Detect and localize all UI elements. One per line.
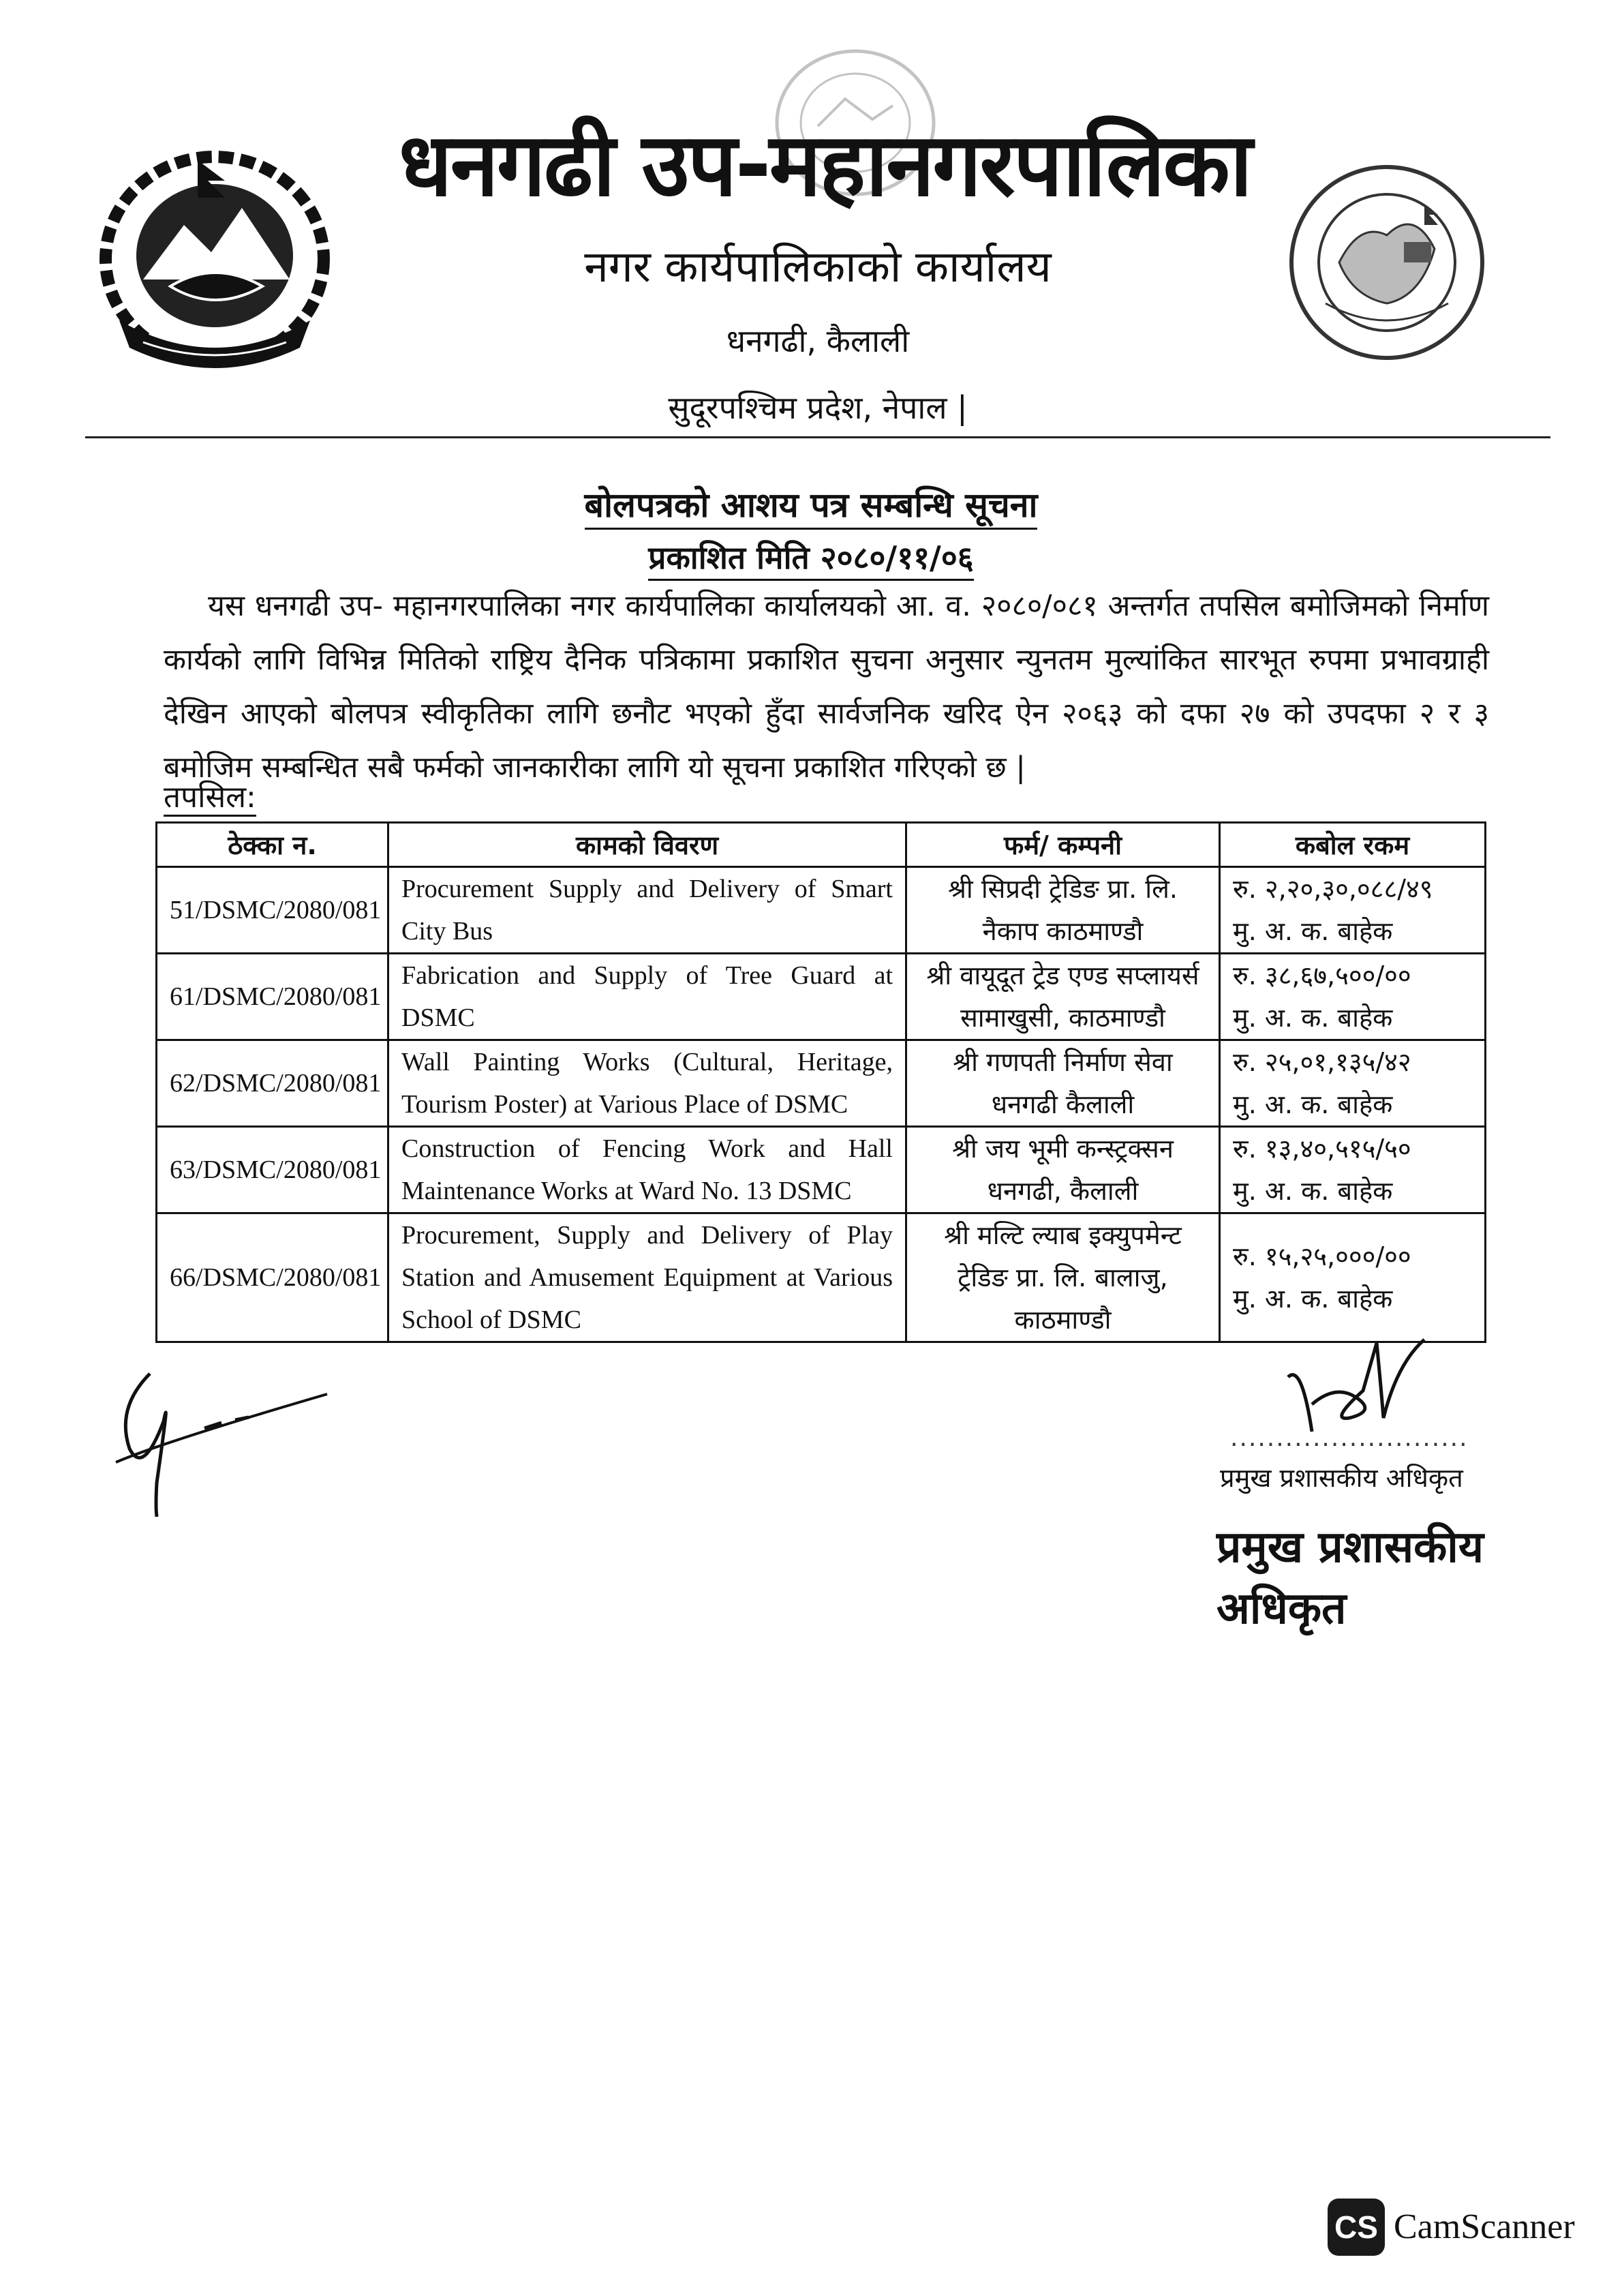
table-header-row	[157, 823, 1486, 867]
bid-amount-cell	[1220, 1127, 1486, 1213]
contract-number: 66/DSMC/2080/081	[157, 1213, 388, 1342]
office-name: नगर कार्यपालिकाको कार्यालय	[584, 242, 1052, 292]
firm-name: श्री सिप्रदी ट्रेडिङ प्रा. लि. नैकाप काठमाण्डौ	[906, 867, 1220, 954]
work-description: Wall Painting Works (Cultural, Heritage, Tourism Poster) at Various Place of DSMC	[388, 1040, 906, 1127]
bid-amount-cell	[1220, 1213, 1486, 1342]
vat-note: मु. अ. क. बाहेक	[1233, 1284, 1393, 1314]
notice-body: यस धनगढी उप- महानगरपालिका नगर कार्यपालिका कार्यालयको आ. व. २०८०/०८१ अन्तर्गत तपसिल बमोजिमको निर्माण कार्यको लागि विभिन्न मितिको राष्ट्रिय दैनिक पत्रिकामा प्रकाशित सुचना अनुसार न्युनतम मुल्यांकित सारभूत रुपमा प्रभावग्राही देखिन आएको बोलपत्र स्वीकृतिका लागि छनौट भएको हुँदा सार्वजनिक खरिद ऐन २०६३ को दफा २७ को उपदफा २ र ३ बमोजिम सम्बन्धित सबै फर्मको जानकारीका लागि यो सूचना प्रकाशित गरिएको छ |	[164, 589, 1489, 785]
handwritten-signature-left	[102, 1346, 334, 1517]
camscanner-logo-icon: CS	[1328, 2199, 1385, 2256]
bid-amount-cell	[1220, 1040, 1486, 1127]
work-description: Fabrication and Supply of Tree Guard at DSMC	[388, 954, 906, 1040]
firm-name: श्री मल्टि ल्याब इक्युपमेन्ट ट्रेडिङ प्रा. लि. बालाजु, काठमाण्डौ	[906, 1213, 1220, 1342]
header-divider	[85, 436, 1550, 438]
camscanner-watermark: CamScanner	[1394, 2207, 1575, 2246]
contract-number: 51/DSMC/2080/081	[157, 867, 388, 954]
table-row	[157, 954, 1486, 1040]
published-date: प्रकाशित मिति २०८०/११/०६	[504, 537, 1118, 578]
work-description: Construction of Fencing Work and Hall Maintenance Works at Ward No. 13 DSMC	[388, 1127, 906, 1213]
province-address: सुदूरपश्चिम प्रदेश, नेपाल |	[668, 389, 968, 426]
municipality-seal-icon	[1285, 160, 1489, 365]
notice-title: बोलपत्रको आशय पत्र सम्बन्धि सूचना	[368, 484, 1254, 526]
contract-table	[155, 821, 1486, 1343]
contract-number: 61/DSMC/2080/081	[157, 954, 388, 1040]
table-row	[157, 867, 1486, 954]
handwritten-signature-right	[1261, 1336, 1452, 1438]
table-row	[157, 1213, 1486, 1342]
contract-number: 63/DSMC/2080/081	[157, 1127, 388, 1213]
table-row	[157, 1040, 1486, 1127]
firm-name: श्री गणपती निर्माण सेवा धनगढी कैलाली	[906, 1040, 1220, 1127]
header-amount: कबोल रकम	[1220, 823, 1486, 867]
work-description: Procurement, Supply and Delivery of Play Station and Amusement Equipment at Various School of DSMC	[388, 1213, 906, 1342]
bid-amount: रु. ३८,६७,५००/००	[1233, 961, 1411, 991]
signature-dotted-line: ..........................	[1230, 1424, 1469, 1452]
officer-stamp-title: प्रमुख प्रशासकीय अधिकृत	[1216, 1522, 1484, 1634]
bid-amount: रु. २,२०,३०,०८८/४९	[1233, 874, 1433, 904]
officer-title: प्रमुख प्रशासकीय अधिकृत	[1220, 1463, 1463, 1493]
header-firm: फर्म/ कम्पनी	[906, 823, 1220, 867]
firm-name: श्री जय भूमी कन्स्ट्रक्सन धनगढी, कैलाली	[906, 1127, 1220, 1213]
office-address: धनगढी, कैलाली	[726, 322, 910, 359]
bid-amount-cell	[1220, 867, 1486, 954]
vat-note: मु. अ. क. बाहेक	[1233, 1176, 1393, 1206]
schedule-label: तपसिल:	[164, 777, 256, 818]
bid-amount: रु. २५,०१,१३५/४२	[1233, 1047, 1411, 1077]
bid-amount-cell	[1220, 954, 1486, 1040]
bid-amount: रु. १५,२५,०००/००	[1233, 1241, 1411, 1271]
header-description: कामको विवरण	[388, 823, 906, 867]
vat-note: मु. अ. क. बाहेक	[1233, 1089, 1393, 1119]
bid-amount: रु. १३,४०,५१५/५०	[1233, 1134, 1411, 1164]
vat-note: मु. अ. क. बाहेक	[1233, 916, 1393, 946]
vat-note: मु. अ. क. बाहेक	[1233, 1003, 1393, 1033]
firm-name: श्री वायूदूत ट्रेड एण्ड सप्लायर्स सामाखुसी, काठमाण्डौ	[906, 954, 1220, 1040]
table-row	[157, 1127, 1486, 1213]
work-description: Procurement Supply and Delivery of Smart City Bus	[388, 867, 906, 954]
header-contract-no: ठेक्का न.	[157, 823, 388, 867]
organization-title: धनगढी उप-महानगरपालिका	[399, 115, 1251, 216]
contract-number: 62/DSMC/2080/081	[157, 1040, 388, 1127]
nepal-emblem-icon	[95, 143, 334, 375]
